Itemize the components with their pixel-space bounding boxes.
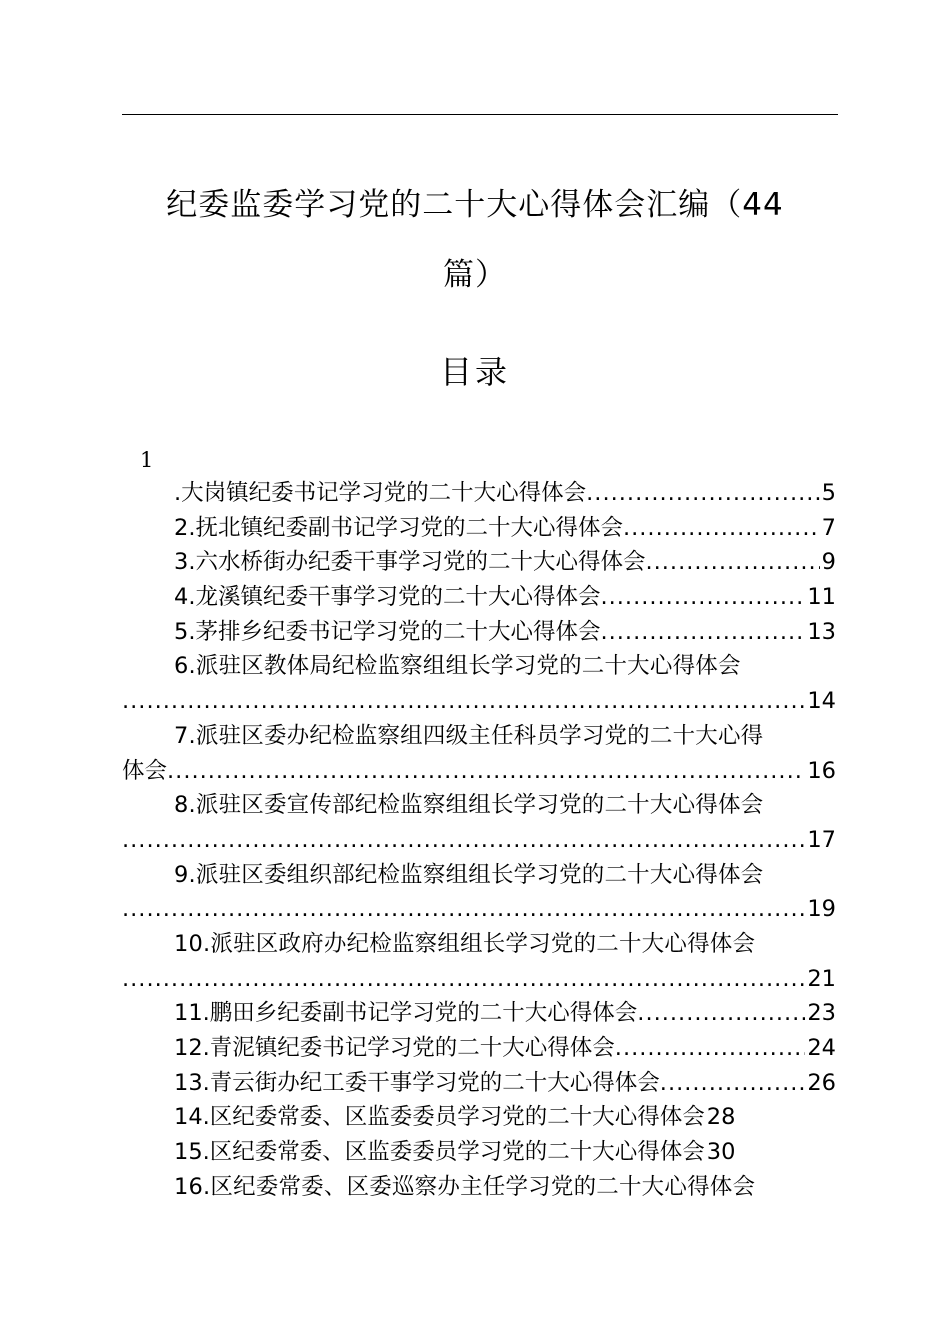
toc-entry-continuation[interactable] <box>122 892 836 927</box>
toc-entry[interactable] <box>122 511 836 546</box>
toc-entry[interactable] <box>122 1066 836 1101</box>
toc-entry-continuation[interactable] <box>122 962 836 997</box>
toc-leader-dots <box>586 476 820 511</box>
toc-entry[interactable] <box>122 476 836 511</box>
toc-entry-text: 4.龙溪镇纪委干事学习党的二十大心得体会 <box>174 584 601 611</box>
table-of-contents <box>122 476 836 1204</box>
toc-entry[interactable] <box>122 1031 836 1066</box>
toc-entry-continuation[interactable] <box>122 823 836 858</box>
toc-entry-text: 12.青泥镇纪委书记学习党的二十大心得体会 <box>174 1035 615 1061</box>
toc-entry[interactable] <box>122 996 836 1031</box>
toc-entry[interactable] <box>122 1135 836 1170</box>
document-title-line-1: 纪委监委学习党的二十大心得体会汇编（44 <box>166 187 784 223</box>
toc-entry-page: 21 <box>807 965 836 992</box>
toc-leader-dots <box>615 1031 806 1066</box>
toc-entry-text: 5.茅排乡纪委书记学习党的二十大心得体会 <box>174 618 601 645</box>
document-title <box>110 170 840 310</box>
toc-entry-page: 11 <box>807 584 836 611</box>
toc-leader-dots <box>122 684 805 719</box>
toc-entry-text: 15.区纪委常委、区监委委员学习党的二十大心得体会 <box>174 1139 705 1166</box>
toc-heading: 目录 <box>439 353 510 391</box>
toc-entry[interactable] <box>122 649 836 684</box>
toc-leader-dots <box>122 962 805 997</box>
toc-entry[interactable] <box>122 788 836 823</box>
toc-entry-text: .大岗镇纪委书记学习党的二十大心得体会 <box>174 480 587 506</box>
toc-leader-dots <box>637 996 805 1031</box>
toc-entry[interactable] <box>122 545 836 580</box>
toc-leader-dots <box>600 580 805 615</box>
toc-entry-text: 3.六水桥街办纪委干事学习党的二十大心得体会 <box>174 549 646 576</box>
toc-entry-page: 9 <box>821 549 836 576</box>
toc-entry[interactable] <box>122 858 836 893</box>
toc-entry-text: 16.区纪委常委、区委巡察办主任学习党的二十大心得体会 <box>174 1173 756 1200</box>
toc-entry-page: 16 <box>807 757 836 784</box>
toc-entry-page: 5 <box>821 480 836 506</box>
toc-leader-dots <box>623 511 820 546</box>
toc-entry-page: 28 <box>706 1104 736 1131</box>
toc-entry-text: 7.派驻区委办纪检监察组四级主任科员学习党的二十大心得 <box>174 722 764 749</box>
toc-entry-continuation[interactable] <box>122 684 836 719</box>
toc-entry-text: 6.派驻区教体局纪检监察组组长学习党的二十大心得体会 <box>174 653 741 680</box>
toc-entry-page: 7 <box>821 514 836 541</box>
toc-entry[interactable] <box>122 1170 836 1205</box>
toc-entry-continuation[interactable] <box>122 754 836 789</box>
toc-leader-dots <box>167 754 805 789</box>
toc-leader-dots <box>645 545 819 580</box>
toc-entry-page: 17 <box>807 826 836 853</box>
toc-first-number: 1 <box>140 448 154 472</box>
toc-entry-page: 19 <box>807 896 836 923</box>
toc-entry[interactable] <box>122 580 836 615</box>
toc-entry[interactable] <box>122 1100 836 1135</box>
document-title-line-2: 篇） <box>443 257 507 293</box>
toc-entry-page: 26 <box>807 1069 836 1096</box>
header-rule <box>122 114 838 115</box>
toc-entry-text: 2.抚北镇纪委副书记学习党的二十大心得体会 <box>174 514 623 541</box>
toc-entry[interactable] <box>122 615 836 650</box>
toc-entry-page: 14 <box>807 688 836 715</box>
toc-entry-page: 24 <box>807 1035 836 1061</box>
toc-entry-text: 10.派驻区政府办纪检监察组组长学习党的二十大心得体会 <box>174 930 756 957</box>
toc-entry-text: 11.鹏田乡纪委副书记学习党的二十大心得体会 <box>174 1000 638 1027</box>
toc-entry[interactable] <box>122 927 836 962</box>
toc-leader-dots <box>600 615 805 650</box>
toc-entry-page: 30 <box>706 1139 736 1166</box>
toc-entry[interactable] <box>122 719 836 754</box>
toc-entry-text: 13.青云街办纪工委干事学习党的二十大心得体会 <box>174 1069 660 1096</box>
toc-entry-text: 8.派驻区委宣传部纪检监察组组长学习党的二十大心得体会 <box>174 792 764 819</box>
toc-entry-text: 14.区纪委常委、区监委委员学习党的二十大心得体会 <box>174 1104 705 1131</box>
toc-entry-text: 9.派驻区委组织部纪检监察组组长学习党的二十大心得体会 <box>174 861 764 888</box>
toc-leader-dots <box>122 892 805 927</box>
toc-entry-text: 体会 <box>122 757 168 784</box>
toc-entry-page: 23 <box>807 1000 836 1027</box>
toc-leader-dots <box>660 1066 806 1101</box>
toc-leader-dots <box>122 823 805 858</box>
toc-entry-page: 13 <box>807 618 836 645</box>
